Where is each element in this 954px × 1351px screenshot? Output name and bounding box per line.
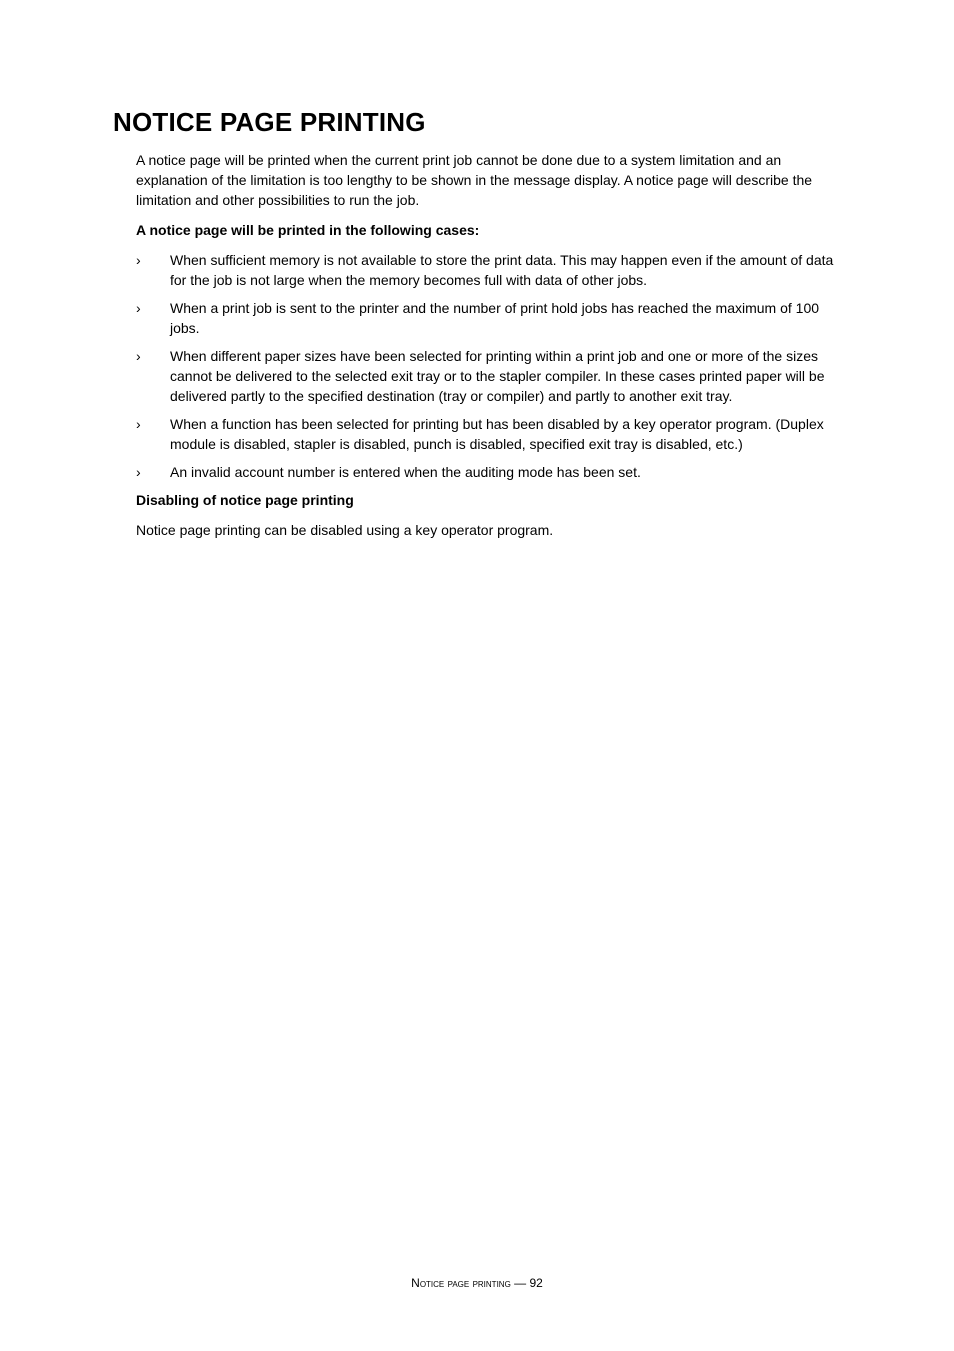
list-item: [136, 414, 848, 454]
list-item: [136, 462, 848, 482]
list-item: [136, 250, 848, 290]
cases-list: [136, 250, 848, 482]
disabling-paragraph: Notice page printing can be disabled using a key operator program.: [136, 522, 554, 538]
list-item-text: When a function has been selected for printing but has been disabled by a key operator program. (Duplex module is disabled, stapler is disabled, punch is disabled, specified exit tray is disabled, etc.): [170, 416, 824, 452]
list-item-text: When sufficient memory is not available to store the print data. This may happen even if the amount of data for the job is not large when the memory becomes full with data of other jobs.: [170, 252, 834, 288]
list-item-text: When different paper sizes have been selected for printing within a print job and one or more of the sizes cannot be delivered to the selected exit tray or to the stapler compiler. In these cases printed paper will be delivered partly to the specified destination (tray or compiler) and partly to another exit tray.: [170, 348, 825, 404]
page-footer: [0, 1275, 954, 1291]
page-title: NOTICE PAGE PRINTING: [113, 107, 426, 137]
main-content: [136, 150, 848, 540]
footer-label: Notice page printing: [411, 1276, 511, 1290]
bullet-marker: ›: [136, 300, 141, 316]
list-item: [136, 298, 848, 338]
list-item: [136, 346, 848, 406]
bullet-marker: ›: [136, 252, 141, 268]
bullet-marker: ›: [136, 464, 141, 480]
bullet-marker: ›: [136, 416, 141, 432]
cases-heading: A notice page will be printed in the following cases:: [136, 222, 480, 238]
footer-separator: —: [514, 1276, 527, 1290]
list-item-text: When a print job is sent to the printer and the number of print hold jobs has reached the maximum of 100 jobs.: [170, 300, 820, 336]
disabling-heading: Disabling of notice page printing: [136, 492, 354, 508]
bullet-marker: ›: [136, 348, 141, 364]
intro-paragraph: A notice page will be printed when the current print job cannot be done due to a system limitation and an explanation of the limitation is too lengthy to be shown in the message display. A notice page will describe the limitation and other possibilities to run the job.: [136, 152, 813, 208]
list-item-text: An invalid account number is entered when the auditing mode has been set.: [170, 464, 641, 480]
page-number: 92: [529, 1276, 543, 1290]
